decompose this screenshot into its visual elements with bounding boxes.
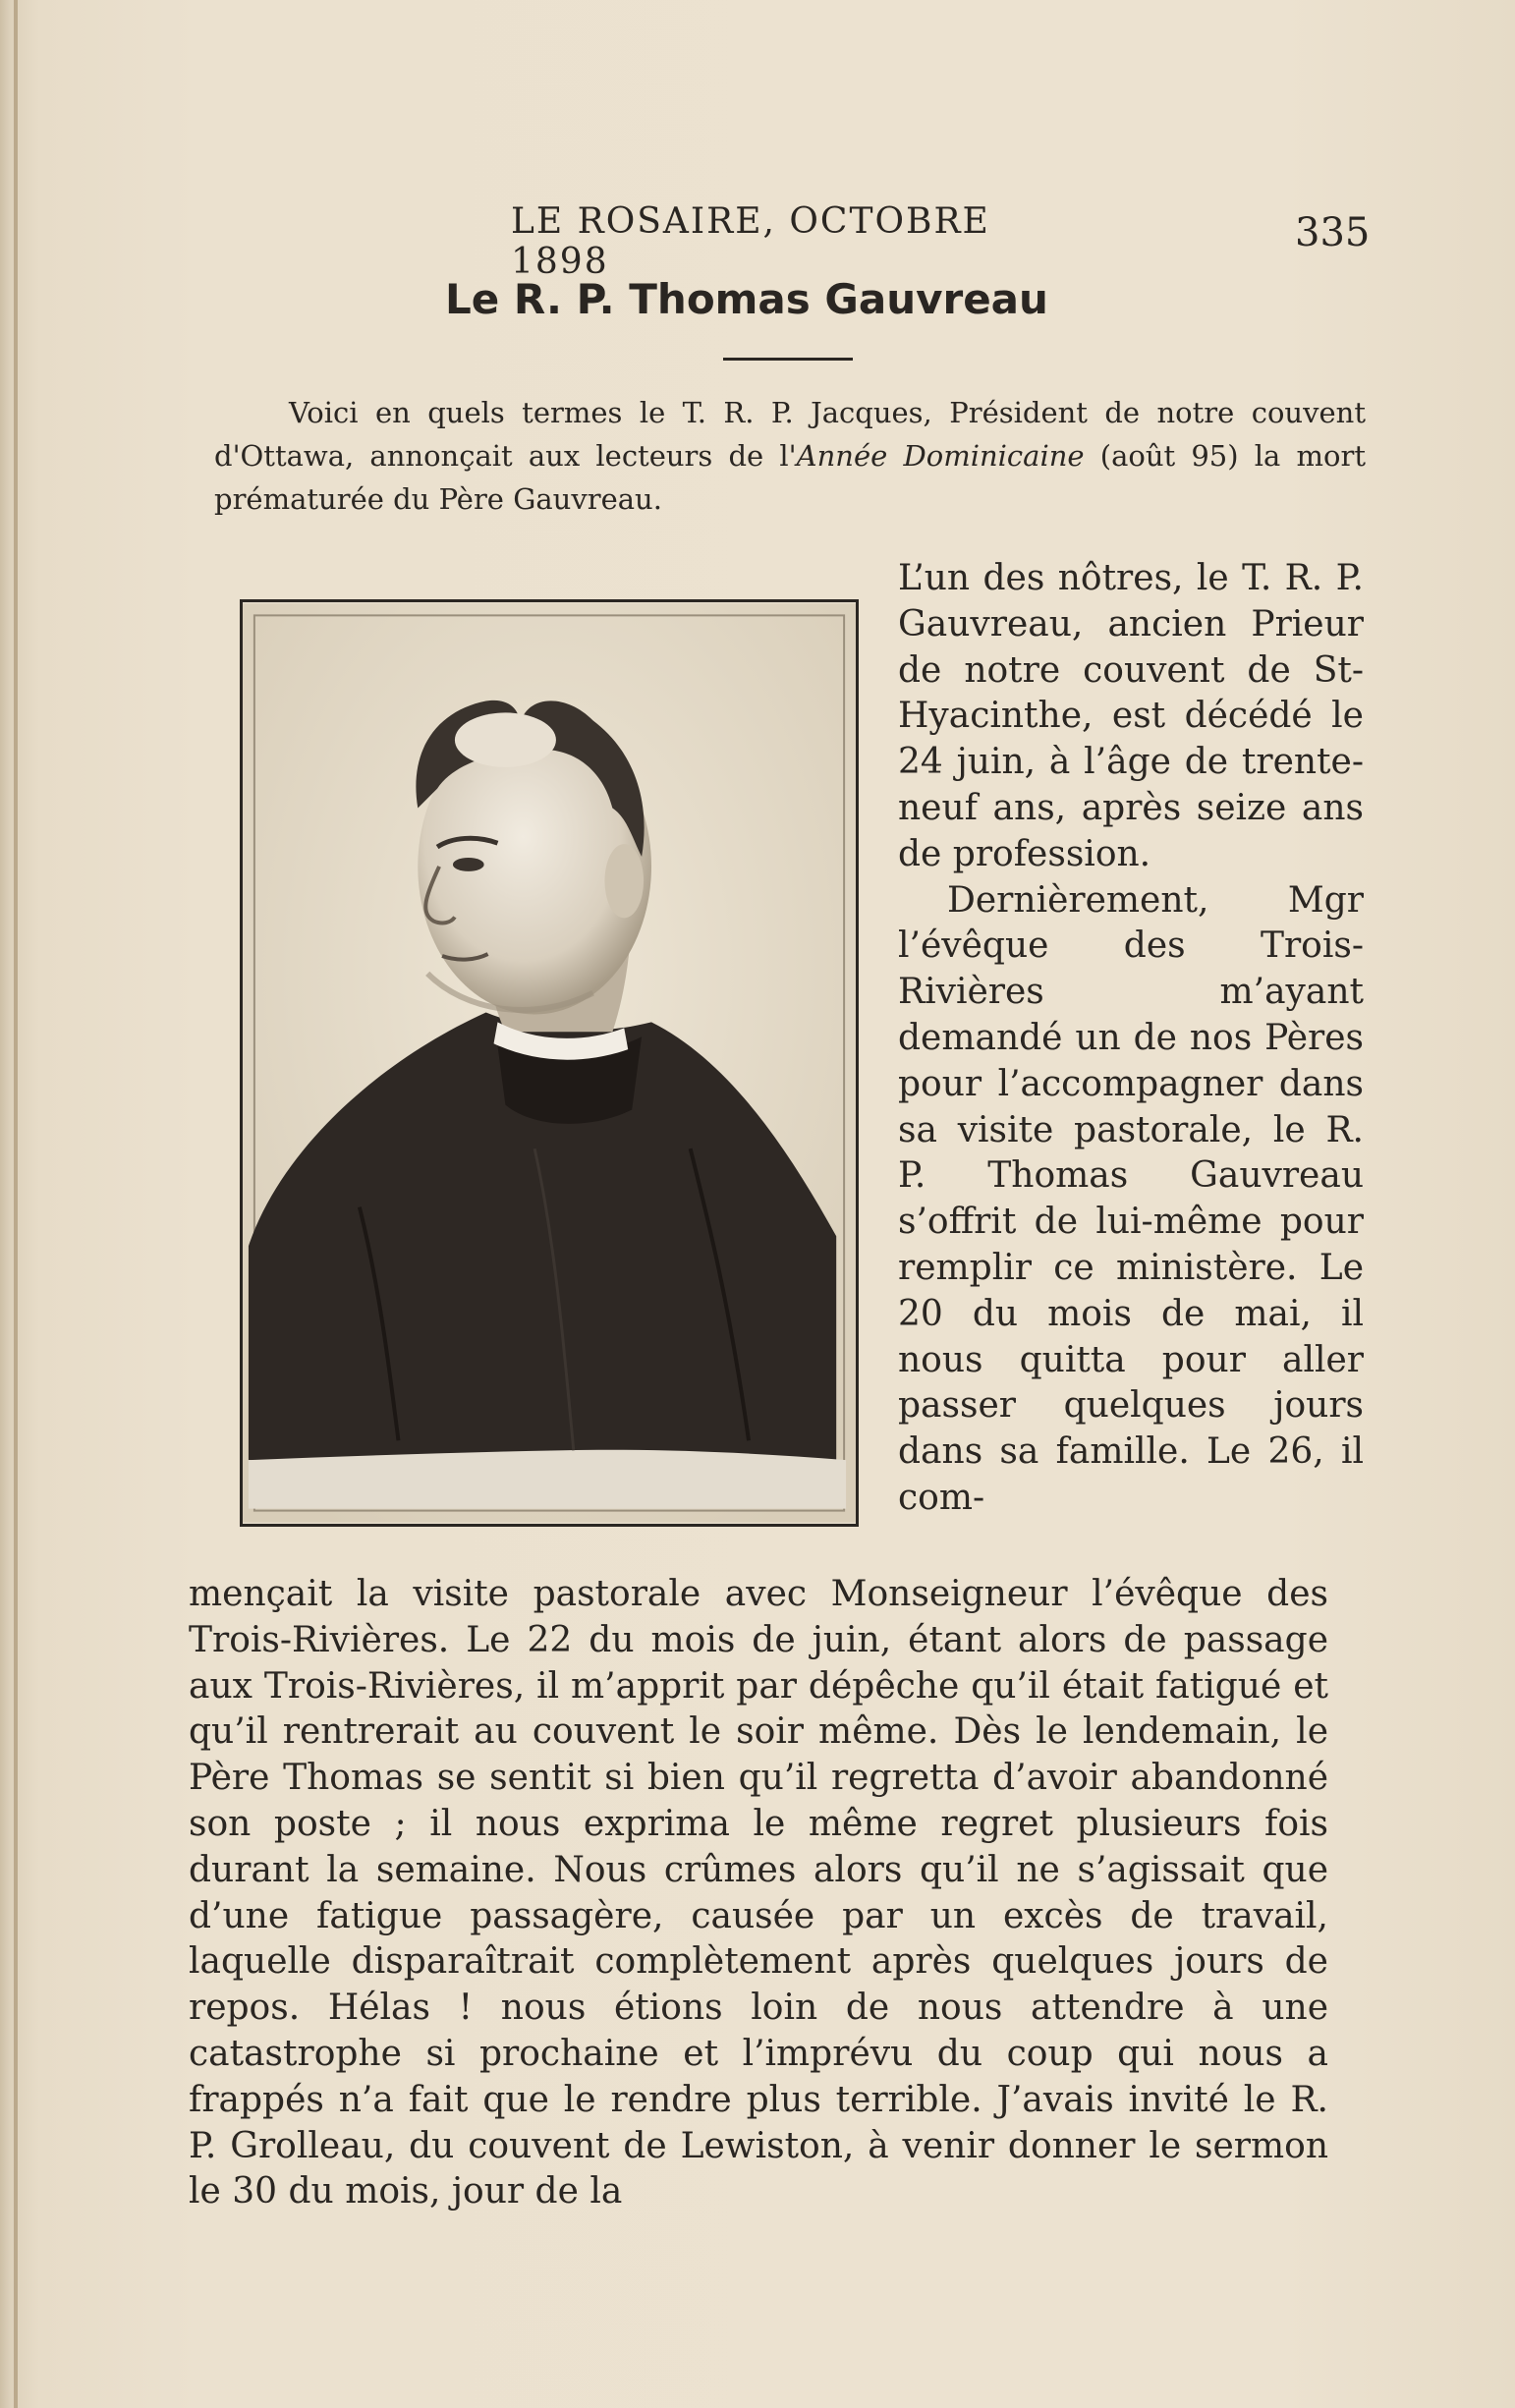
- portrait-photo: [240, 599, 859, 1527]
- column-paragraph-2: Dernièrement, Mgr l’évêque des Trois-Rivières m’ayant demandé un de nos Pères pour l’accompagner dans sa visite pastorale, le R. P. Thomas Gauvreau s’offrit de lui-même pour remplir ce ministère. Le 20 du mois de mai, il nous quitta pour aller passer quelques jours dans sa famille. Le 26, il com-: [898, 879, 1364, 1518]
- intro-paragraph: [214, 391, 1366, 521]
- body-text: [189, 1572, 1328, 2215]
- intro-text-end: (août 95) la mort prématurée du Père Gauvreau.: [214, 439, 1367, 516]
- column-text: [898, 556, 1364, 1522]
- intro-text-start: Voici en quels termes le T. R. P. Jacques, Président de notre couvent d'Ottawa, annonçait aux lecteurs de l': [214, 396, 1366, 473]
- title-rule: [723, 358, 853, 361]
- page-gutter: [14, 0, 18, 2408]
- portrait-illustration: [243, 602, 856, 1524]
- page-number: 335: [1295, 210, 1371, 255]
- running-head: LE ROSAIRE, OCTOBRE 1898: [511, 201, 990, 282]
- continuation-paragraph: mençait la visite pastorale avec Monseigneur l’évêque des Trois-Rivières. Le 22 du mois de juin, étant alors de passage aux Trois-Rivières, il m’apprit par dépêche qu’il était fatigué et qu’il rentrerait au couvent le soir même. Dès le lendemain, le Père Thomas se sentit si bien qu’il regretta d’avoir abandonné son poste ; il nous exprima le même regret plusieurs fois durant la semaine. Nous crûmes alors qu’il ne s’agissait que d’une fatigue passagère, causée par un excès de travail, laquelle disparaîtrait complètement après quelques jours de repos. Hélas ! nous étions loin de nous attendre à une catastrophe si prochaine et l’imprévu du coup qui nous a frappés n’a fait que le rendre plus terrible. J’avais invité le R. P. Grolleau, du couvent de Lewiston, à venir donner le sermon le 30 du mois, jour de la: [189, 1574, 1328, 2212]
- intro-publication-title: Année Dominicaine: [796, 439, 1085, 473]
- article-title: Le R. P. Thomas Gauvreau: [445, 275, 1048, 323]
- column-paragraph-1: L’un des nôtres, le T. R. P. Gauvreau, ancien Prieur de notre couvent de St-Hyacinthe, est décédé le 24 juin, à l’âge de trente-neuf ans, après seize ans de profession.: [898, 558, 1364, 874]
